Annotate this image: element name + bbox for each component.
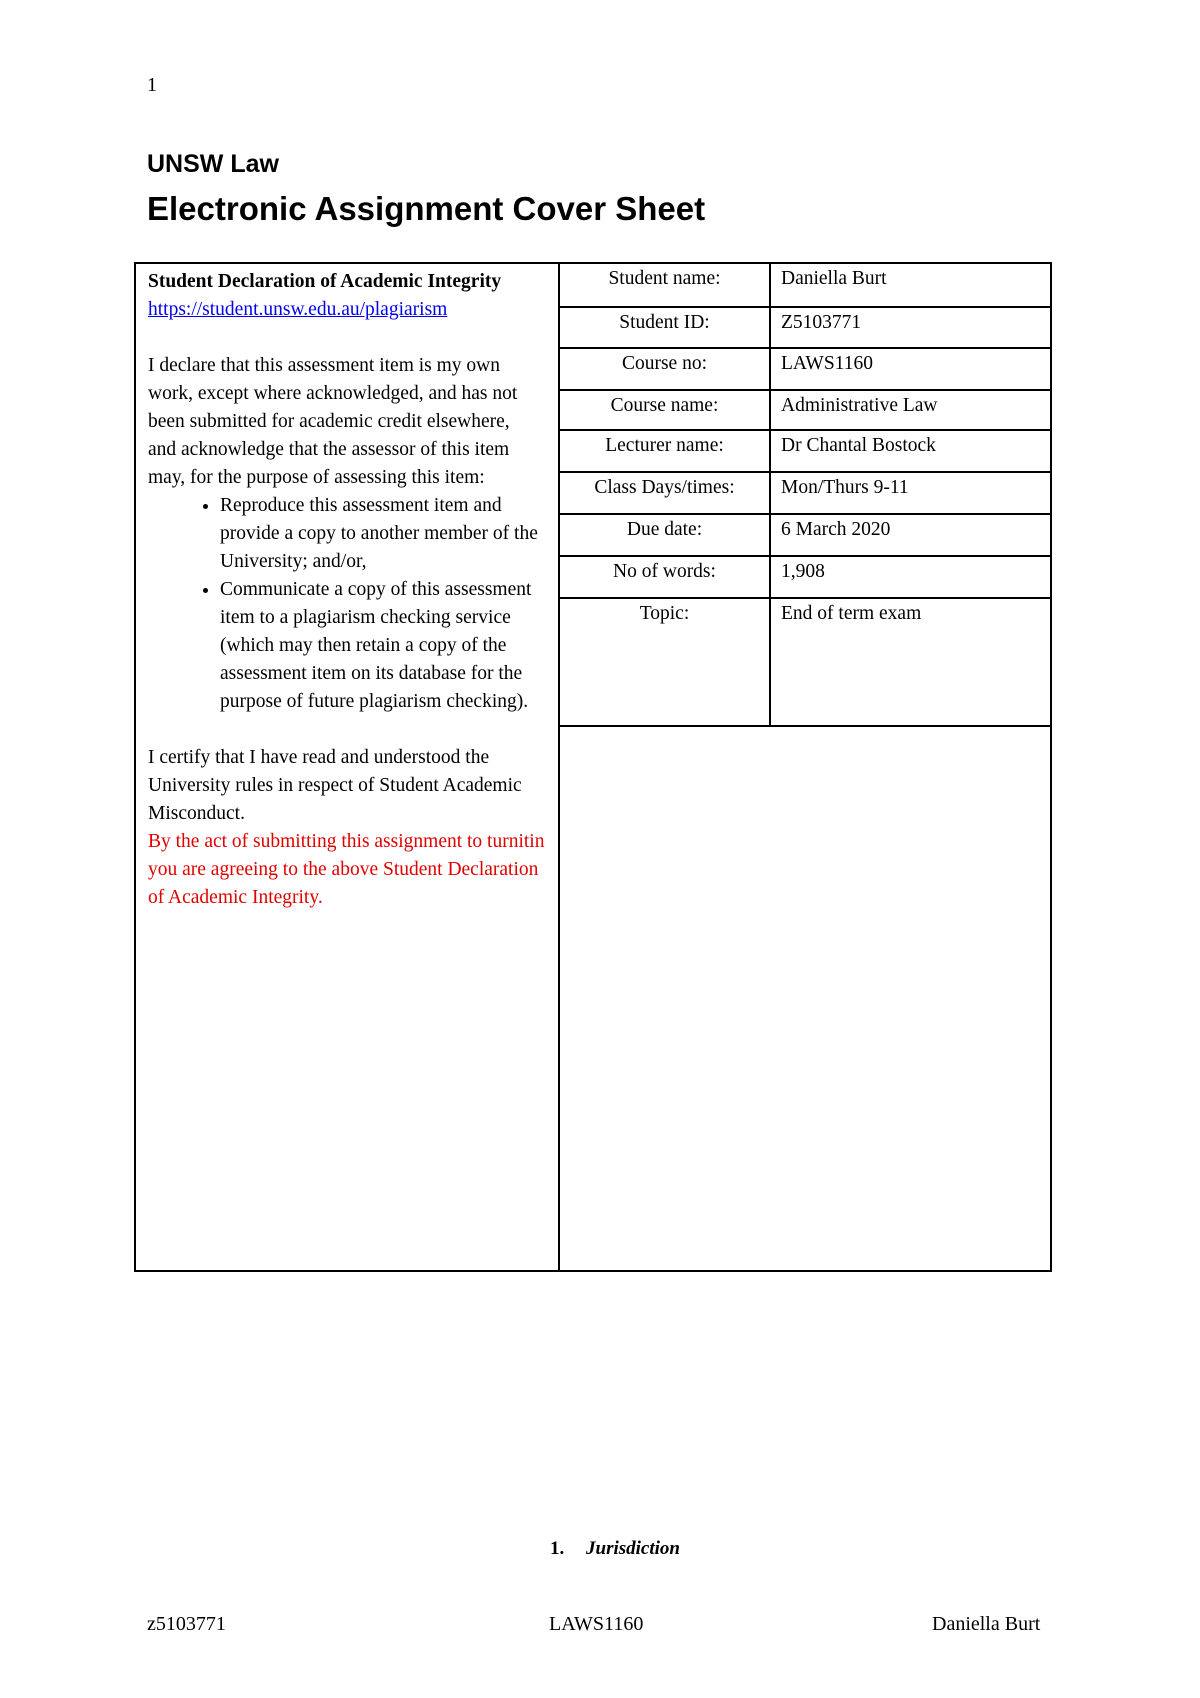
declaration-line: may, for the purpose of assessing this item:: [148, 467, 485, 488]
details-label: Student name:: [560, 264, 770, 307]
declaration-line: and acknowledge that the assessor of this item: [148, 439, 510, 460]
organization-name: UNSW Law: [147, 150, 279, 178]
section-number: 1.: [550, 1538, 565, 1559]
declaration-bullet: • Reproduce this assessment item and provide a copy to another member of the University; and/or,: [220, 492, 546, 576]
details-label: Due date:: [560, 514, 770, 556]
details-value: 1,908: [770, 556, 1052, 598]
footer-student-id: z5103771: [147, 1613, 226, 1635]
declaration-cell: [136, 264, 560, 1270]
details-label: Class Days/times:: [560, 472, 770, 514]
details-value: End of term exam: [770, 598, 1052, 726]
details-value: Daniella Burt: [770, 264, 1052, 307]
footer-course-code: LAWS1160: [549, 1613, 644, 1635]
details-value: Administrative Law: [770, 390, 1052, 430]
declaration-line: been submitted for academic credit elsewhere,: [148, 411, 510, 432]
details-value: Z5103771: [770, 307, 1052, 348]
details-row: [560, 348, 1052, 390]
footer-student-name: Daniella Burt: [932, 1613, 1041, 1635]
page-title: Electronic Assignment Cover Sheet: [147, 190, 706, 227]
details-row: [560, 390, 1052, 430]
details-label: Lecturer name:: [560, 430, 770, 472]
details-row: [560, 430, 1052, 472]
details-label: Course no:: [560, 348, 770, 390]
declaration-line: I declare that this assessment item is my own: [148, 355, 501, 376]
cover-sheet-table: [134, 262, 1052, 1272]
certify-line: I certify that I have read and understood the: [148, 747, 490, 768]
section-heading: [550, 1538, 680, 1560]
details-row: [560, 472, 1052, 514]
details-row: [560, 598, 1052, 726]
details-label: Course name:: [560, 390, 770, 430]
declaration-bullet: • Communicate a copy of this assessment item to a plagiarism checking service (which may then retain a copy of the assessment item on its database for the purpose of future plagiarism checking).: [220, 576, 546, 716]
declaration-bullet-list: [148, 492, 546, 716]
plagiarism-link[interactable]: https://student.unsw.edu.au/plagiarism: [148, 299, 448, 320]
certify-line: University rules in respect of Student Academic: [148, 775, 522, 796]
certify-line: Misconduct.: [148, 803, 245, 824]
details-value: 6 March 2020: [770, 514, 1052, 556]
details-value: Dr Chantal Bostock: [770, 430, 1052, 472]
details-value: LAWS1160: [770, 348, 1052, 390]
student-details-table: [560, 264, 1052, 727]
page-number: 1: [147, 74, 157, 96]
details-label: Student ID:: [560, 307, 770, 348]
details-row: [560, 264, 1052, 307]
turnitin-notice: By the act of submitting this assignment to turnitin you are agreeing to the above Student Declaration of Academic Integrity.: [148, 831, 545, 908]
details-label: Topic:: [560, 598, 770, 726]
details-row: [560, 514, 1052, 556]
details-label: No of words:: [560, 556, 770, 598]
details-row: [560, 556, 1052, 598]
details-row: [560, 307, 1052, 348]
details-value: Mon/Thurs 9-11: [770, 472, 1052, 514]
section-title: Jurisdiction: [586, 1538, 680, 1559]
declaration-line: work, except where acknowledged, and has not: [148, 383, 518, 404]
declaration-title: Student Declaration of Academic Integrity: [148, 271, 502, 292]
